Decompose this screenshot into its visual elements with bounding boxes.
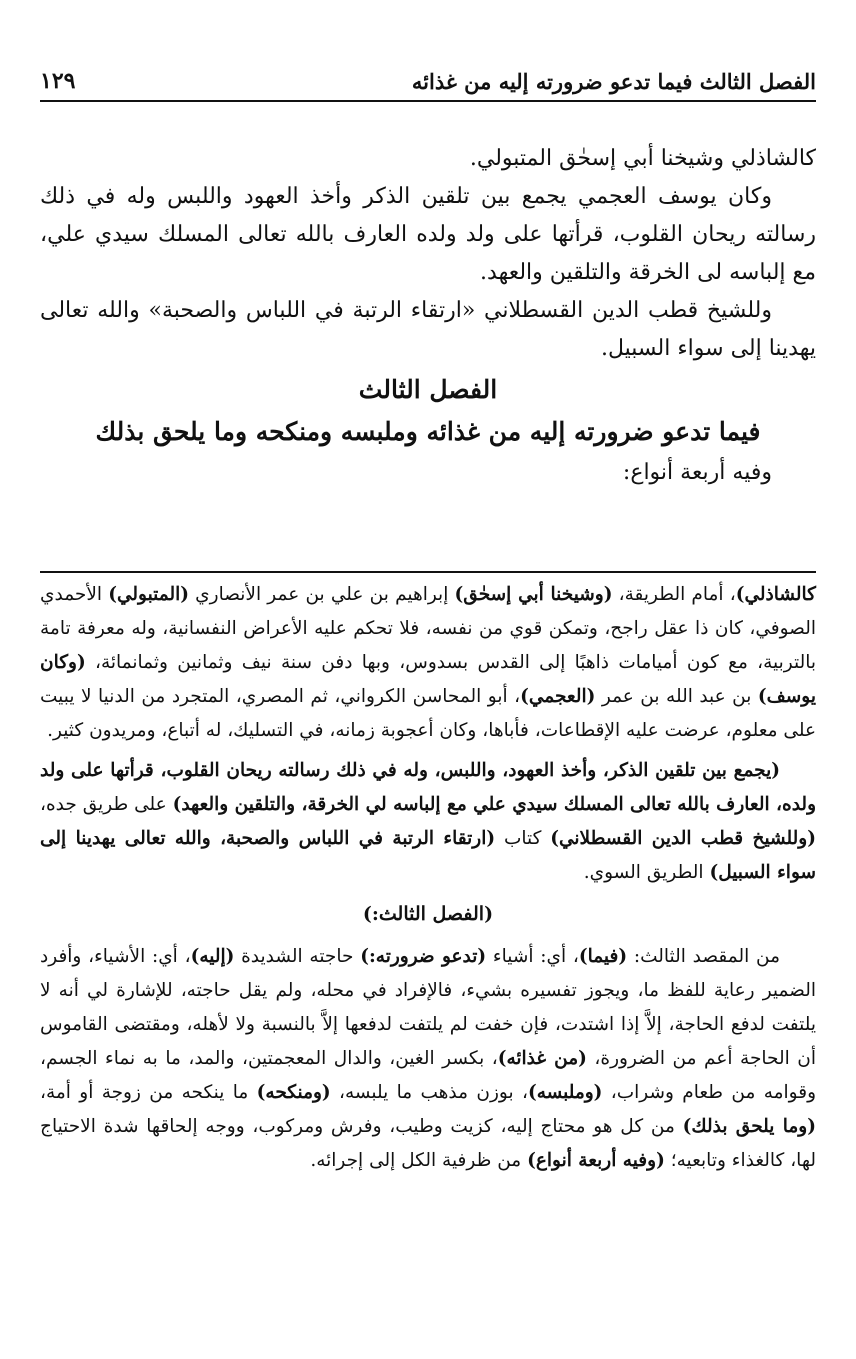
commentary-heading: (الفصل الثالث:) <box>362 903 494 925</box>
commentary-segment: كتاب <box>495 828 551 849</box>
commentary-bold-segment: (تدعو ضرورته:) <box>360 946 487 967</box>
main-paragraph-3: وللشيخ قطب الدين القسطلاني «ارتقاء الرتبة في اللباس والصحبة» والله تعالى يهدينا إلى سواء السبيل. <box>40 298 816 361</box>
commentary-paragraph-2 <box>40 754 816 890</box>
commentary-segment: إبراهيم بن علي بن عمر الأنصاري <box>188 584 455 605</box>
commentary-paragraph-1 <box>40 578 816 748</box>
commentary-segment: ما ينكحه من زوجة أو أمة، <box>40 1082 257 1103</box>
commentary-segment: الطريق السوي. <box>583 862 710 883</box>
commentary-bold-segment: (العجمي) <box>520 686 596 707</box>
commentary-segment: ، بوزن مذهب ما يلبسه، <box>330 1082 528 1103</box>
chapter-title: الفصل الثالث <box>358 375 498 404</box>
commentary-segment: ، بكسر الغين، والدال المعجمتين، والمد، ما به نماء الجسم، وقوامه من طعام وشراب، <box>40 1048 817 1103</box>
commentary-paragraph-3 <box>40 940 816 1178</box>
commentary-segment: ، أي: أشياء <box>486 946 579 967</box>
main-line-1: كالشاذلي وشيخنا أبي إسحٰق المتبولي. <box>469 146 816 171</box>
commentary-bold-segment: (وكان يوسف) <box>40 652 817 707</box>
commentary-segment: ، أبو المحاسن الكرواني، ثم المصري، المتجرد من الدنيا لا يبيت على معلوم، عرضت عليه الإقطاعات، فأباها، وكان أعجوبة زمانه، في التسليك، له أتباع، ومريدون كثير. <box>40 686 816 741</box>
commentary-bold-segment: (وشيخنا أبي إسحٰق) <box>454 584 613 605</box>
commentary-bold-segment: كالشاذلي) <box>735 584 816 605</box>
commentary-bold-segment: (إليه) <box>190 946 235 967</box>
commentary-text <box>40 578 816 1184</box>
commentary-bold-segment: (ارتقاء الرتبة في اللباس والصحبة، والله تعالى يهدينا إلى سواء السبيل) <box>40 828 816 883</box>
commentary-bold-segment: (ومنكحه) <box>256 1082 331 1103</box>
running-title: الفصل الثالث فيما تدعو ضرورته إليه من غذائه <box>411 69 816 94</box>
main-text <box>40 140 816 492</box>
commentary-bold-segment: (فيما) <box>578 946 628 967</box>
commentary-segment: ، أي: الأشياء، وأفرد الضمير رعاية للفظ ما، ويجوز تفسيره بشيء، فالإفراد في محله، ولم يقل حاجته، للإشارة لي أنه لا يلتفت لدفع الحاجة، إلاَّ إذا اشتدت، فإن خفت لم يلتفت لدفعها إلاَّ بالنسبة ولا لأهله، ومقتضى القاموس أن الحاجة أعم من الضرورة، <box>40 946 816 1069</box>
commentary-bold-segment: (يجمع بين تلقين الذكر، وأخذ العهود، واللبس، وله في ذلك رسالته ريحان القلوب، قرأتها على ولد ولده، العارف بالله تعالى المسلك سيدي علي مع إلباسه لي الخرقة، والتلقين والعهد) <box>40 760 817 815</box>
commentary-segment: من كل هو محتاج إليه، كزيت وطيب، وفرش ومركوب، ووجه إلحاقها شدة الاحتياج لها، كالغذاء وتابعيه؛ <box>40 1116 816 1171</box>
commentary-segment: من ظرفية الكل إلى إجرائه. <box>310 1150 528 1171</box>
types-line: وفيه أربعة أنواع: <box>622 460 772 485</box>
commentary-bold-segment: (وللشيخ قطب الدين القسطلاني) <box>550 828 816 849</box>
commentary-segment: بن عبد الله بن عمر <box>595 686 758 707</box>
commentary-bold-segment: (وفيه أربعة أنواع) <box>527 1150 665 1171</box>
section-divider <box>40 571 816 573</box>
commentary-segment: حاجته الشديدة <box>234 946 361 967</box>
commentary-segment: من المقصد الثالث: <box>627 946 780 967</box>
page-number: ١٢٩ <box>40 68 76 94</box>
commentary-segment: على طريق جده، <box>40 794 173 815</box>
commentary-bold-segment: (وما يلحق بذلك) <box>682 1116 816 1137</box>
main-paragraph-2: وكان يوسف العجمي يجمع بين تلقين الذكر وأخذ العهود واللبس وله في ذلك رسالته ريحان القلوب، قرأتها على ولد ولده العارف بالله تعالى المسلك سيدي علي، مع إلباسه لى الخرقة والتلقين والعهد. <box>40 184 816 285</box>
commentary-bold-segment: (من غذائه) <box>497 1048 587 1069</box>
commentary-segment: الأحمدي الصوفي، كان ذا عقل راجح، وتمكن قوي من نفسه، فلا تحكم عليه الأعراض النفسانية، وله معرفة تامة بالتربية، مع كون أميامات ذاهبًا إلى القدس بسدوس، وبها دفن سنة نيف وثمانين وثمانمائة، <box>40 584 816 673</box>
page-header <box>40 58 816 102</box>
chapter-subtitle: فيما تدعو ضرورته إليه من غذائه وملبسه ومنكحه وما يلحق بذلك <box>95 417 761 446</box>
commentary-bold-segment: (المتبولي) <box>108 584 189 605</box>
commentary-bold-segment: (وملبسه) <box>527 1082 603 1103</box>
commentary-segment: ، أمام الطريقة، <box>612 584 736 605</box>
